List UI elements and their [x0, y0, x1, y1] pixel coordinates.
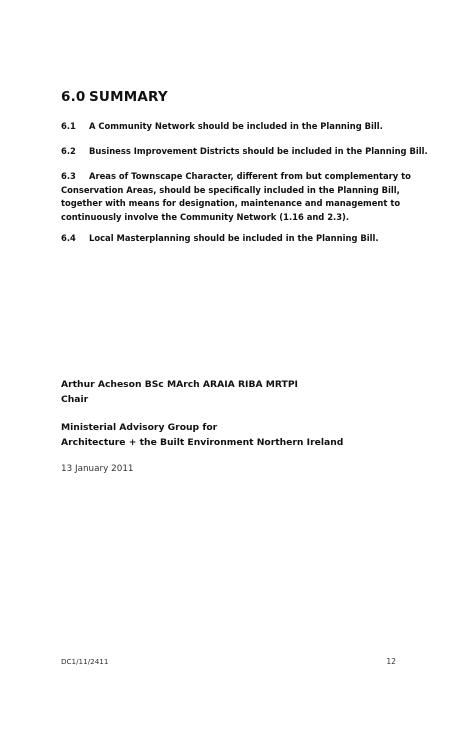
document-date: 13 January 2011 [61, 464, 134, 474]
paragraph-text: Areas of Townscape Character, different from but complementary to [89, 171, 411, 181]
organisation-line-1: Ministerial Advisory Group for [61, 422, 218, 433]
paragraph-number: 6.2 [61, 146, 76, 156]
organisation-line-2: Architecture + the Built Environment Northern Ireland [61, 436, 344, 448]
section-number: 6.0 [61, 89, 86, 105]
paragraph-text: Business Improvement Districts should be included in the Planning Bill. [89, 146, 428, 156]
signatory-block [61, 378, 298, 407]
paragraph-text: Local Masterplanning should be included in the Planning Bill. [89, 233, 379, 243]
paragraph-line: together with means for designation, maintenance and management to [61, 198, 401, 208]
paragraph-6-3 [61, 170, 411, 224]
paragraph-text: A Community Network should be included in the Planning Bill. [89, 121, 383, 131]
signatory-name: Arthur Acheson BSc MArch ARAIA RIBA MRTPI [61, 379, 298, 390]
page-number: 12 [386, 657, 396, 666]
paragraph-6-2 [61, 145, 428, 158]
section-title: SUMMARY [89, 89, 168, 105]
footer-reference: DC1/11/2411 [61, 657, 109, 666]
organisation-block [61, 421, 343, 450]
paragraph-line: continuously involve the Community Network (1.16 and 2.3). [61, 211, 350, 222]
paragraph-6-4 [61, 232, 379, 245]
paragraph-6-1 [61, 120, 383, 133]
paragraph-line: Conservation Areas, should be specifically included in the Planning Bill, [61, 184, 400, 195]
paragraph-line [61, 170, 411, 184]
paragraph-number: 6.1 [61, 121, 76, 131]
paragraph-number: 6.3 [61, 171, 76, 181]
section-heading [61, 89, 168, 105]
paragraph-number: 6.4 [61, 233, 76, 243]
signatory-role: Chair [61, 393, 89, 405]
